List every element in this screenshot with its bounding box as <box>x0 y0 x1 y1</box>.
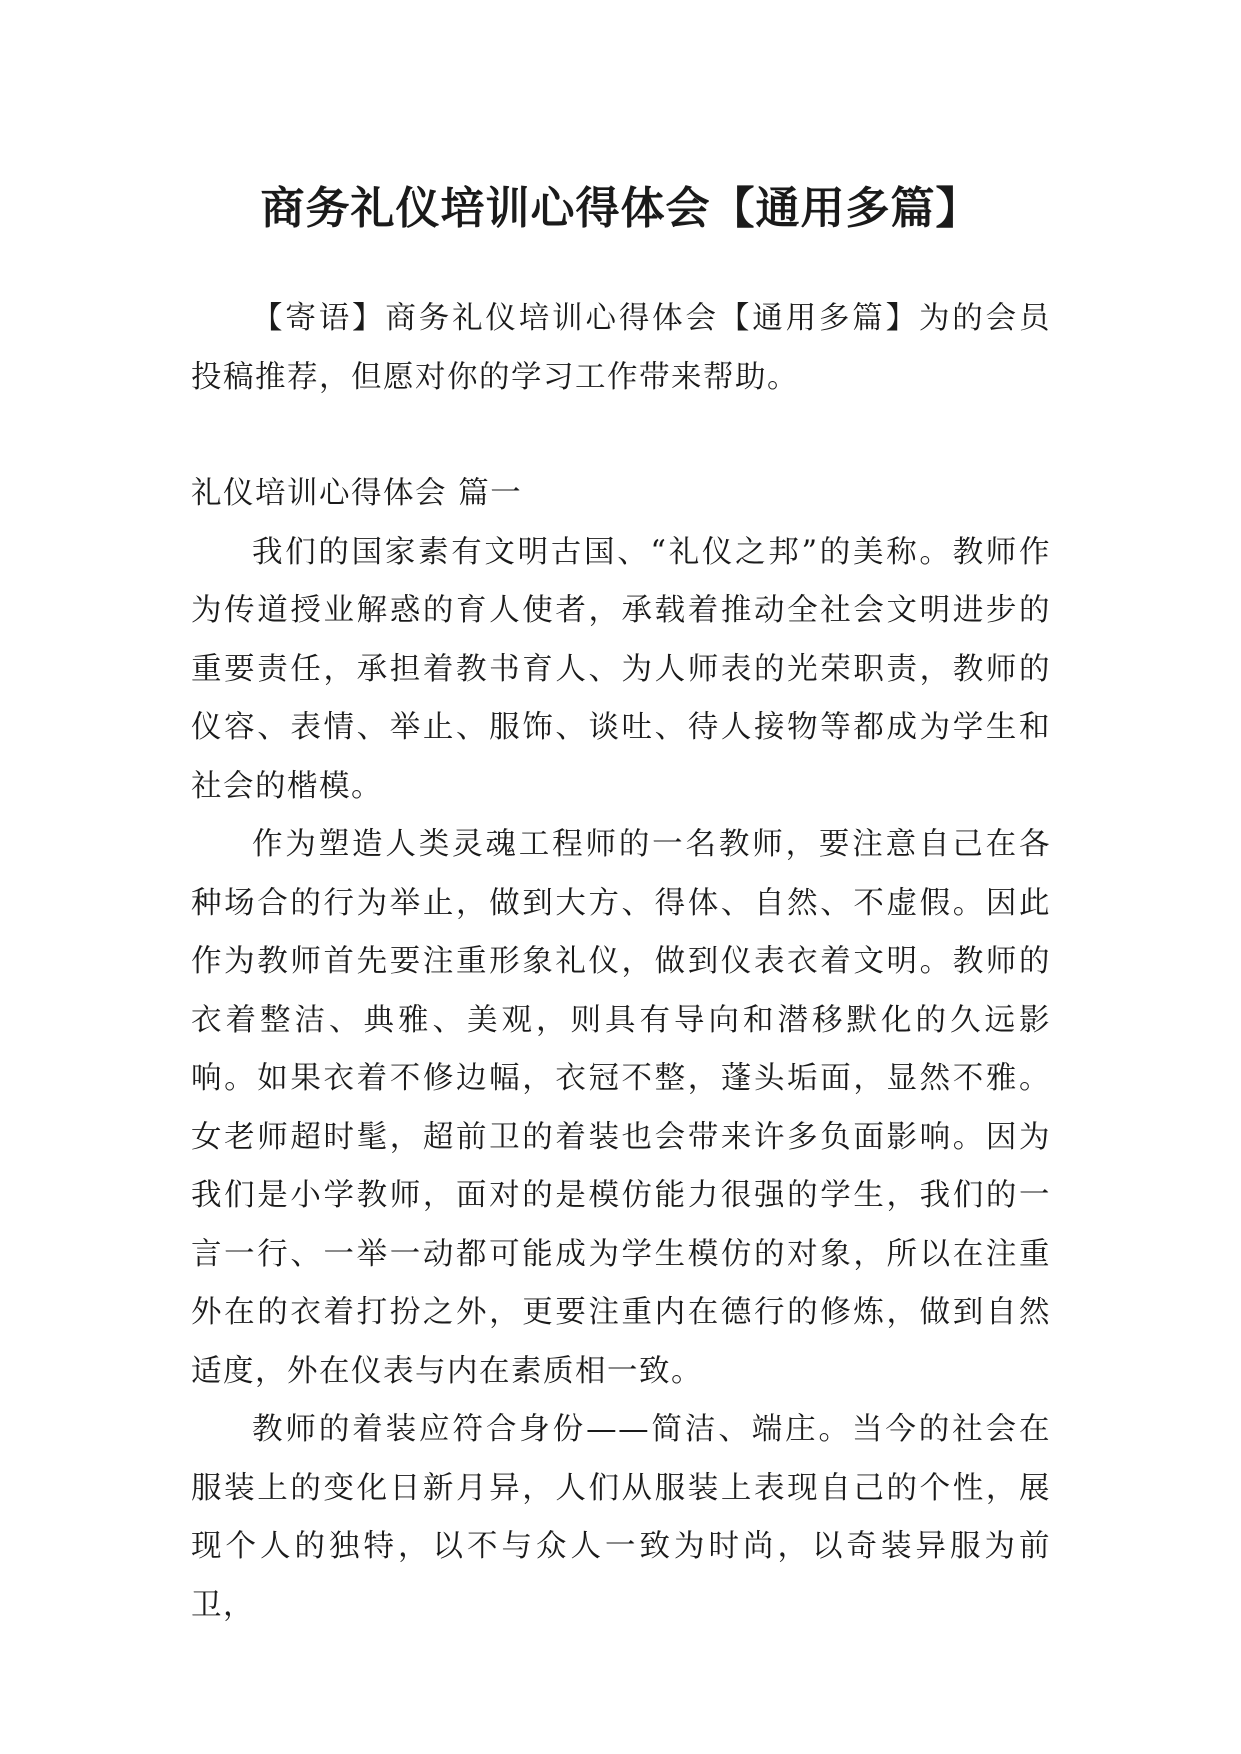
body-paragraph-3: 教师的着装应符合身份——简洁、端庄。当今的社会在服装上的变化日新月异，人们从服装上表现自己的个性，展现个人的独特，以不与众人一致为时尚，以奇装异服为前卫， <box>191 1412 1051 1623</box>
body-paragraph-1: 我们的国家素有文明古国、“礼仪之邦”的美称。教师作为传道授业解惑的育人使者，承载着推动全社会文明进步的重要责任，承担着教书育人、为人师表的光荣职责，教师的仪容、表情、举止、服饰、谈吐、待人接物等都成为学生和社会的楷模。 <box>191 534 1051 804</box>
document-body <box>191 290 1051 1635</box>
body-paragraph-2: 作为塑造人类灵魂工程师的一名教师，要注意自己在各种场合的行为举止，做到大方、得体、自然、不虚假。因此作为教师首先要注重形象礼仪，做到仪表衣着文明。教师的衣着整洁、典雅、美观，则具有导向和潜移默化的久远影响。如果衣着不修边幅，衣冠不整，蓬头垢面，显然不雅。女老师超时髦，超前卫的着装也会带来许多负面影响。因为我们是小学教师，面对的是模仿能力很强的学生，我们的一言一行、一举一动都可能成为学生模仿的对象，所以在注重外在的衣着打扮之外，更要注重内在德行的修炼，做到自然适度，外在仪表与内在素质相一致。 <box>191 827 1051 1389</box>
intro-paragraph: 【寄语】商务礼仪培训心得体会【通用多篇】为的会员投稿推荐，但愿对你的学习工作带来帮助。 <box>191 301 1051 395</box>
section-heading: 礼仪培训心得体会 篇一 <box>191 476 523 511</box>
document-title: 商务礼仪培训心得体会【通用多篇】 <box>260 183 981 235</box>
